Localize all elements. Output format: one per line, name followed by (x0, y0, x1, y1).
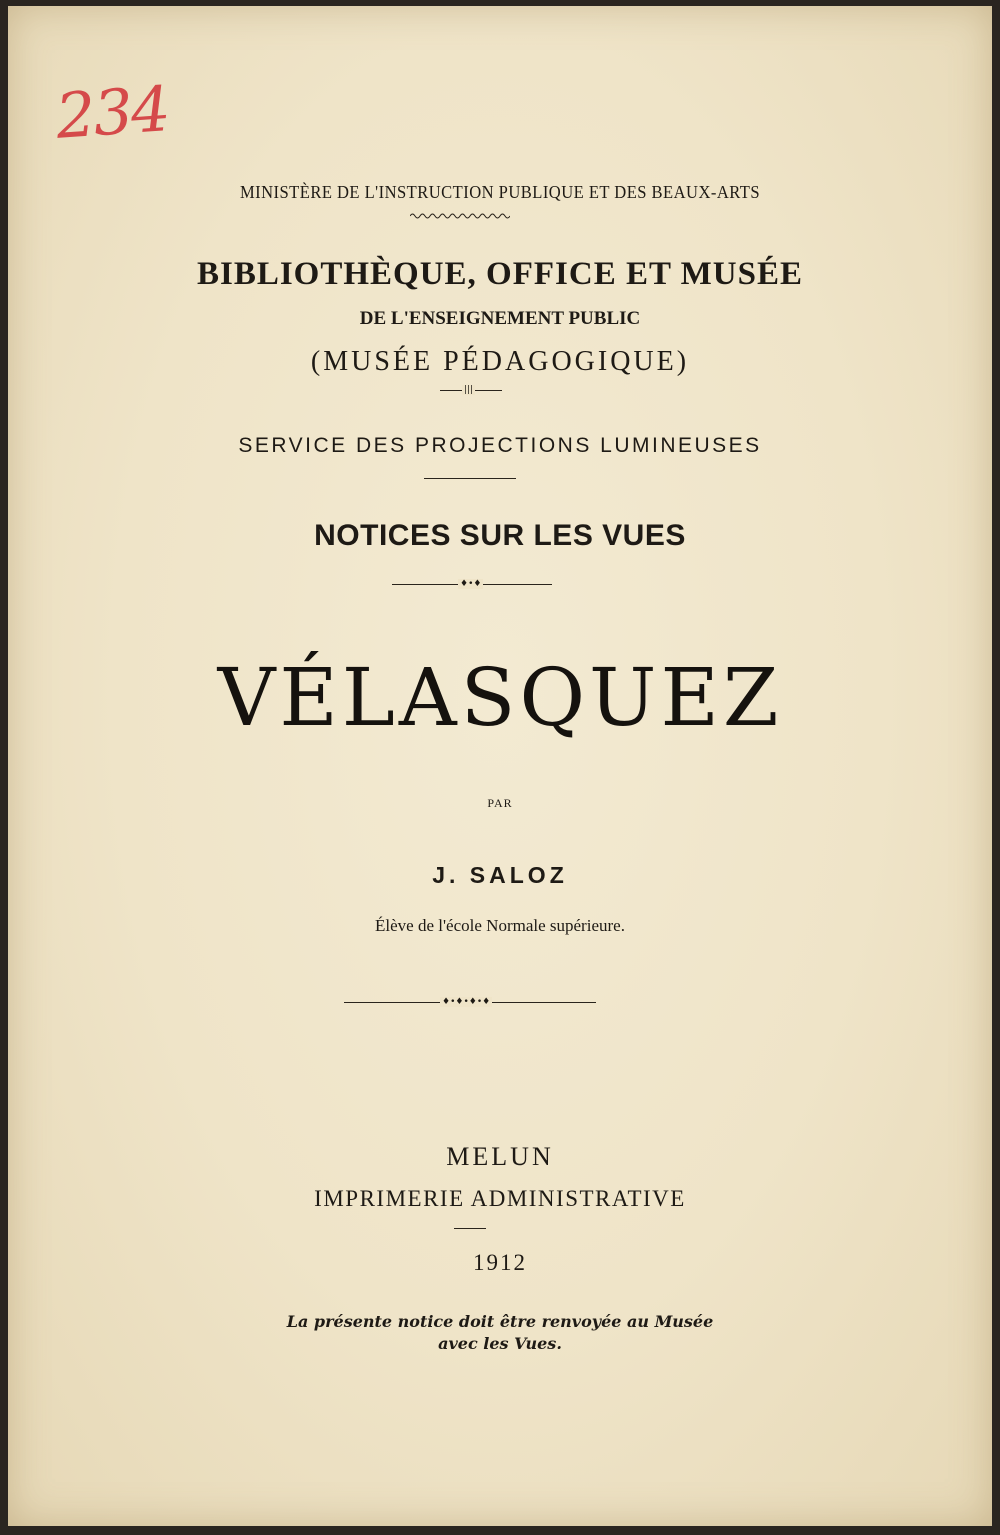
divider-ornament: ♦•♦ (460, 579, 482, 589)
author-credential: Élève de l'école Normale supérieure. (375, 916, 625, 935)
by-label: PAR (487, 796, 513, 810)
divider-ornament: ||| (464, 385, 474, 395)
publication-city: MELUN (446, 1142, 554, 1171)
author-name: J. SALOZ (432, 862, 568, 888)
museum-name: (MUSÉE PÉDAGOGIQUE) (310, 346, 690, 377)
divider-rule (454, 1228, 486, 1229)
institution-title: BIBLIOTHÈQUE, OFFICE ET MUSÉE (196, 256, 804, 292)
printer-name: IMPRIMERIE ADMINISTRATIVE (314, 1186, 686, 1211)
ministry-heading: MINISTÈRE DE L'INSTRUCTION PUBLIQUE ET DES BEAUX-ARTS (239, 182, 761, 202)
return-note-line: avec les Vues. (438, 1334, 562, 1353)
service-heading: SERVICE DES PROJECTIONS LUMINEUSES (238, 434, 762, 457)
divider-ornament: ♦•♦•♦•♦ (442, 997, 491, 1007)
handwritten-number: 234 (53, 72, 171, 153)
series-heading: NOTICES SUR LES VUES (314, 519, 686, 552)
document-page (8, 6, 992, 1526)
return-note (8, 1311, 992, 1355)
institution-subtitle: DE L'ENSEIGNEMENT PUBLIC (359, 308, 641, 329)
document-title: VÉLASQUEZ (217, 651, 783, 744)
divider-rule (424, 478, 516, 479)
return-note-line: La présente notice doit être renvoyée au Musée (286, 1312, 714, 1331)
publication-year: 1912 (473, 1250, 527, 1275)
wavy-rule-ornament (410, 212, 510, 220)
